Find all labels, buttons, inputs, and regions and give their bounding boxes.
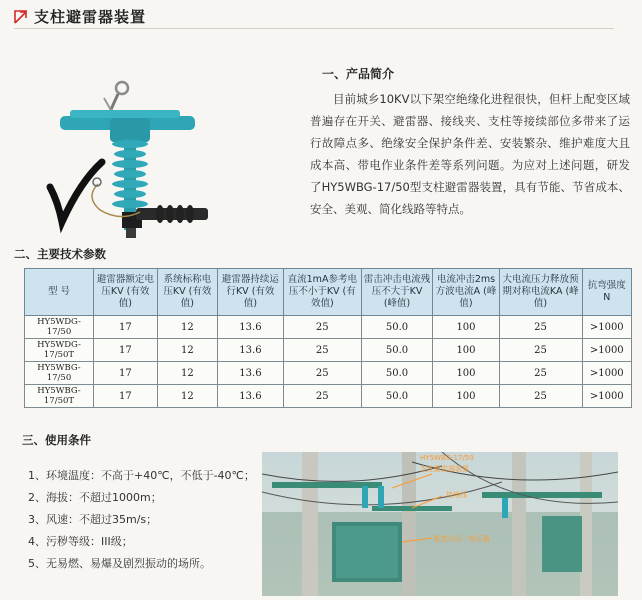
column-header: 电流冲击2ms方波电流A (峰值) (433, 269, 499, 316)
table-cell: HY5WBG-17/50 (25, 362, 94, 385)
table-cell: 25 (499, 339, 582, 362)
table-cell: 13.6 (217, 339, 283, 362)
table-cell: 13.6 (217, 362, 283, 385)
arrow-icon (14, 10, 28, 24)
table-cell: HY5WDG-17/50T (25, 339, 94, 362)
page-title: 支柱避雷器装置 (34, 8, 147, 26)
column-header: 抗弯强度 N (582, 269, 631, 316)
intro-text: 目前城乡10KV以下架空绝缘化进程很快，但杆上配变区域普遍存在开关、避雷器、接线夹、支柱等接续部位多带来了运行故障点多、绝缘安全保护条件差、安装繁杂、维护难度大且成本高、带电作业条件差等系列问题。为应对上述问题，研发了HY5WBG-17/50型支柱避雷器装置，具有节能、节省成本、安全、美观、简化线路等特点。 (310, 92, 630, 216)
table-header-row (25, 269, 632, 316)
conditions-list (28, 465, 255, 575)
photo-label-transformer: 配变台区一变压器 (434, 535, 490, 543)
list-item: 2、海拔：不超过1000m； (28, 491, 162, 504)
table-cell: 25 (499, 316, 582, 339)
table-cell: 25 (283, 316, 361, 339)
table-cell: >1000 (582, 339, 631, 362)
params-table (24, 268, 632, 408)
table-cell: >1000 (582, 385, 631, 408)
column-header: 型 号 (25, 269, 94, 316)
table-cell: HY5WBG-17/50T (25, 385, 94, 408)
table-cell: 12 (157, 385, 217, 408)
table-cell: 13.6 (217, 316, 283, 339)
table-cell: 13.6 (217, 385, 283, 408)
intro-heading: 一、产品简介 (322, 67, 395, 81)
list-item: 4、污秽等级：III级； (28, 535, 133, 548)
installation-photo (262, 452, 618, 596)
table-cell: 100 (433, 339, 499, 362)
table-row (25, 385, 632, 408)
table-cell: 100 (433, 385, 499, 408)
table-cell: 17 (93, 316, 157, 339)
page-header (14, 6, 146, 27)
list-item: 3、风速：不超过35m/s； (28, 513, 158, 526)
table-cell: 50.0 (361, 316, 433, 339)
product-image (40, 72, 220, 252)
table-cell: HY5WDG-17/50 (25, 316, 94, 339)
photo-label-device: 支柱避雷器装置 (420, 465, 469, 473)
table-cell: 100 (433, 362, 499, 385)
conditions-heading: 三、使用条件 (22, 433, 91, 447)
column-header: 避雷器持续运行KV (有效值) (217, 269, 283, 316)
title-divider (14, 28, 614, 29)
table-cell: 50.0 (361, 339, 433, 362)
column-header: 大电流压力释放预期对称电流KA (峰值) (499, 269, 582, 316)
list-item: 1、环境温度：不高于+40℃，不低于-40℃； (28, 469, 255, 482)
table-cell: 25 (499, 385, 582, 408)
table-cell: 50.0 (361, 362, 433, 385)
column-header: 直流1mA参考电压不小于KV (有效值) (283, 269, 361, 316)
table-cell: 25 (283, 385, 361, 408)
table-cell: >1000 (582, 362, 631, 385)
table-cell: 12 (157, 316, 217, 339)
params-heading: 二、主要技术参数 (14, 247, 106, 261)
list-item: 5、无易燃、易爆及剧烈振动的场所。 (28, 557, 211, 570)
table-row (25, 339, 632, 362)
table-cell: 25 (283, 339, 361, 362)
column-header: 避雷器额定电压KV (有效值) (93, 269, 157, 316)
table-cell: 25 (283, 362, 361, 385)
column-header: 雷击冲击电流残压不大于KV (峰值) (361, 269, 433, 316)
table-cell: 25 (499, 362, 582, 385)
table-cell: 17 (93, 339, 157, 362)
column-header: 系统标称电压KV (有效值) (157, 269, 217, 316)
table-cell: 17 (93, 385, 157, 408)
photo-label-model: HY5WBG-17/50 (420, 454, 474, 462)
photo-label-clamp: 接地线 (446, 491, 467, 499)
table-cell: 100 (433, 316, 499, 339)
table-cell: 50.0 (361, 385, 433, 408)
check-mark-icon (50, 162, 102, 222)
table-row (25, 316, 632, 339)
table-cell: 12 (157, 339, 217, 362)
table-cell: 17 (93, 362, 157, 385)
table-row (25, 362, 632, 385)
table-cell: >1000 (582, 316, 631, 339)
table-cell: 12 (157, 362, 217, 385)
